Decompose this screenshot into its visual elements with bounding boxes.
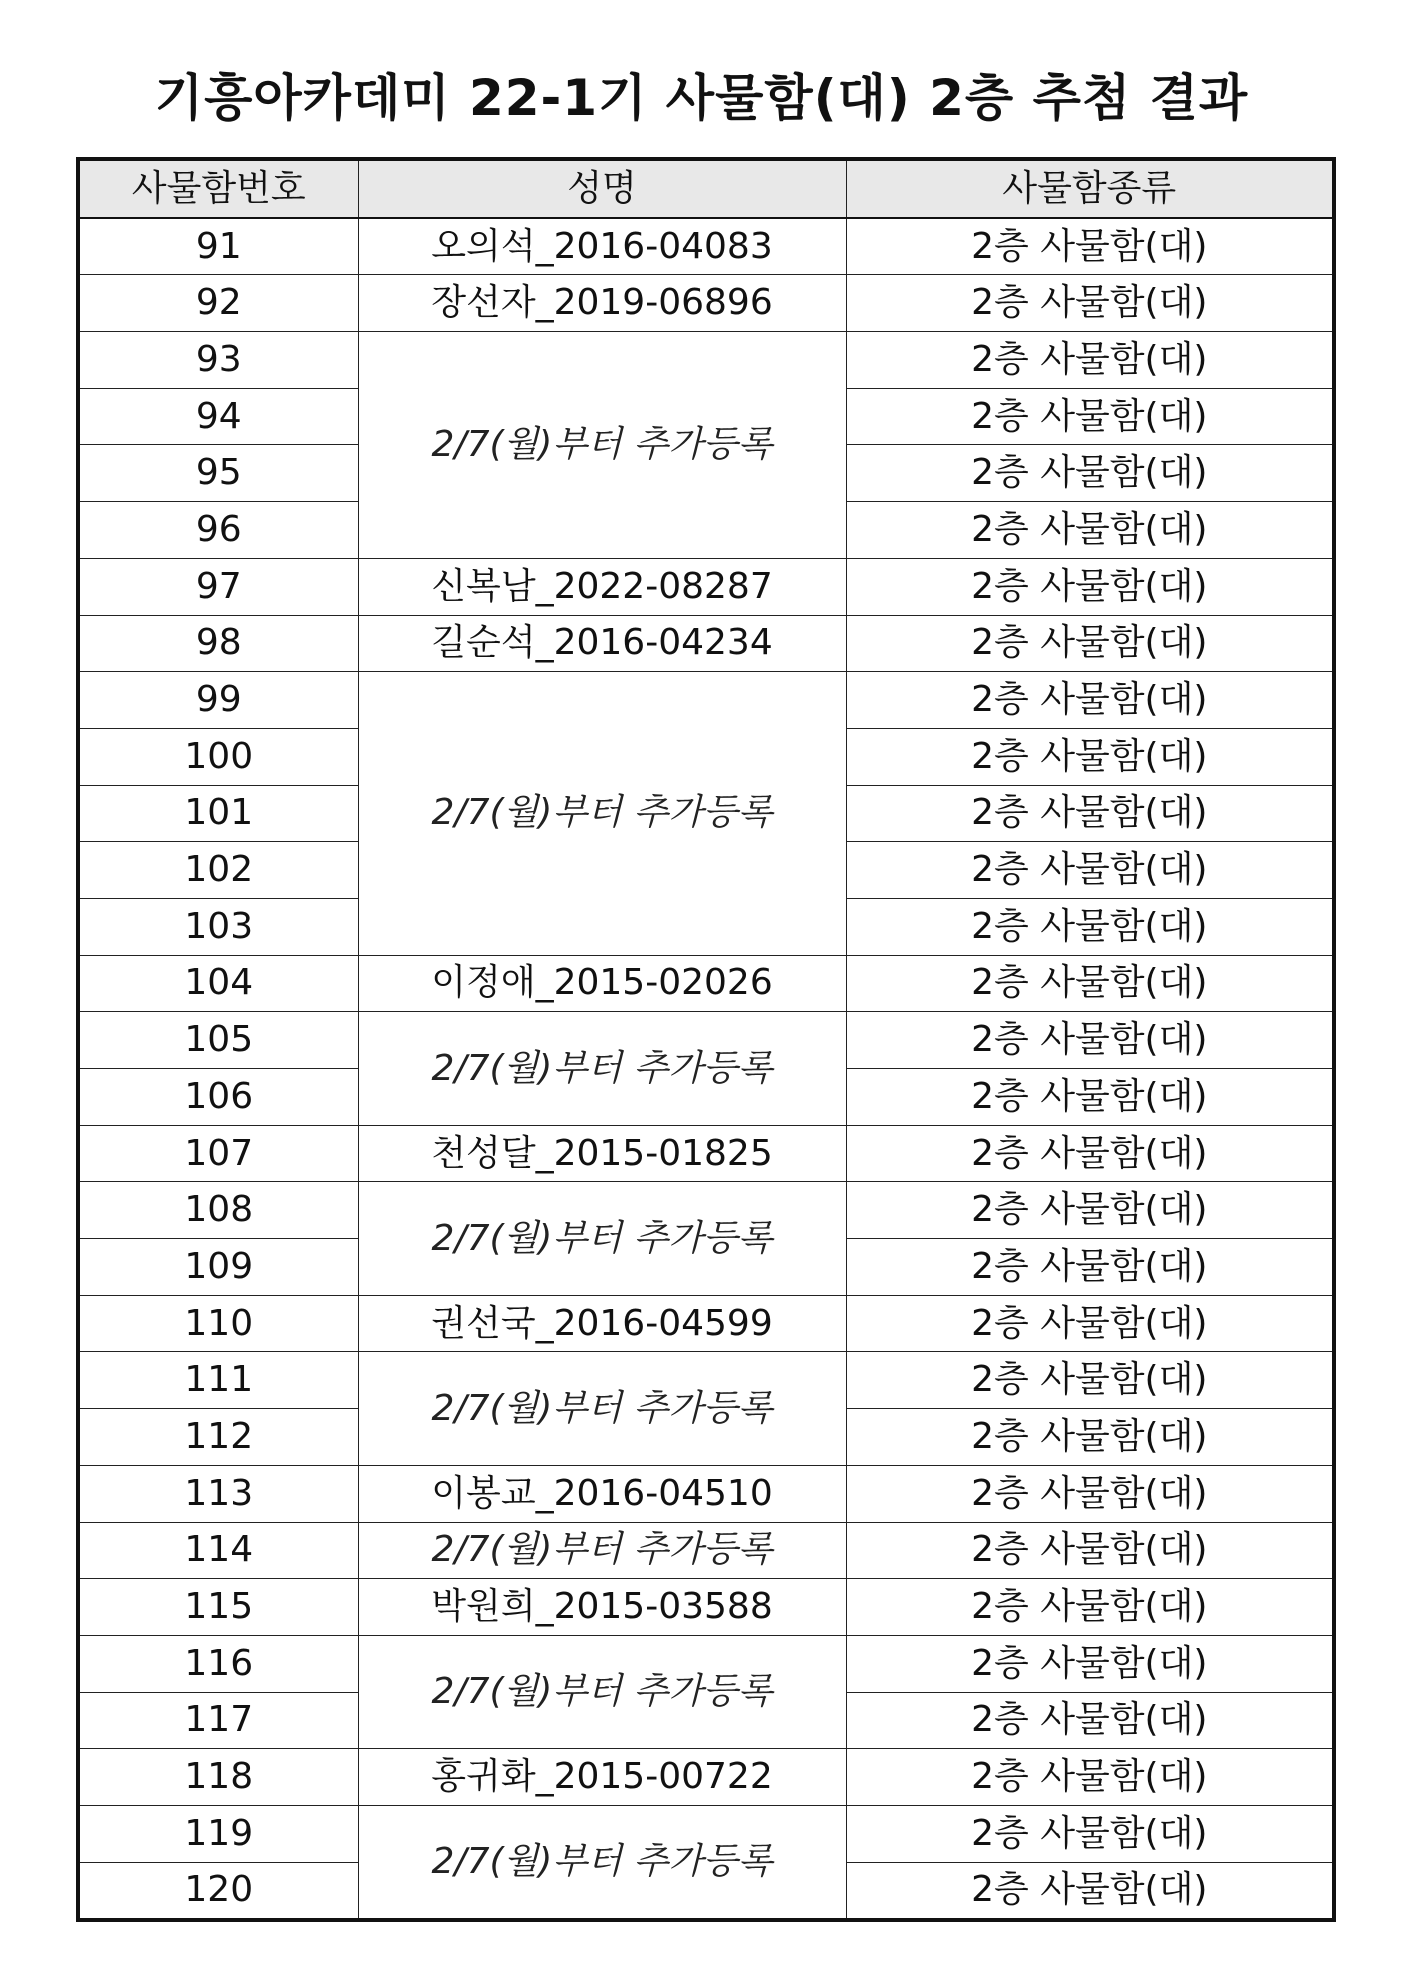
member-name-cell: 천성달_2015-01825	[358, 1125, 846, 1182]
locker-type-cell: 2층 사물함(대)	[846, 955, 1334, 1012]
locker-type-cell: 2층 사물함(대)	[846, 1069, 1334, 1126]
locker-number-cell: 110	[78, 1295, 358, 1352]
locker-type-cell: 2층 사물함(대)	[846, 502, 1334, 559]
locker-type-cell: 2층 사물함(대)	[846, 332, 1334, 389]
table-row	[78, 218, 1334, 275]
locker-type-cell: 2층 사물함(대)	[846, 1465, 1334, 1522]
locker-type-cell: 2층 사물함(대)	[846, 1749, 1334, 1806]
table-row	[78, 672, 1334, 729]
locker-number-cell: 96	[78, 502, 358, 559]
locker-number-cell: 93	[78, 332, 358, 389]
header-row	[78, 159, 1334, 218]
member-name-cell: 박원희_2015-03588	[358, 1579, 846, 1636]
table-row	[78, 1352, 1334, 1409]
member-name-cell: 권선국_2016-04599	[358, 1295, 846, 1352]
locker-number-cell: 91	[78, 218, 358, 275]
locker-number-cell: 102	[78, 842, 358, 899]
table-row	[78, 1012, 1334, 1069]
pending-registration-cell: 2/7(월)부터 추가등록	[358, 1635, 846, 1748]
locker-type-cell: 2층 사물함(대)	[846, 672, 1334, 729]
pending-registration-cell: 2/7(월)부터 추가등록	[358, 1805, 846, 1920]
locker-type-cell: 2층 사물함(대)	[846, 1352, 1334, 1409]
locker-number-cell: 94	[78, 388, 358, 445]
locker-type-cell: 2층 사물함(대)	[846, 1579, 1334, 1636]
header-name: 성명	[358, 159, 846, 218]
locker-number-cell: 113	[78, 1465, 358, 1522]
pending-registration-cell: 2/7(월)부터 추가등록	[358, 1522, 846, 1579]
pending-registration-cell: 2/7(월)부터 추가등록	[358, 1352, 846, 1465]
table-row	[78, 1635, 1334, 1692]
locker-type-cell: 2층 사물함(대)	[846, 445, 1334, 502]
table-row	[78, 1522, 1334, 1579]
member-name-cell: 길순석_2016-04234	[358, 615, 846, 672]
locker-number-cell: 106	[78, 1069, 358, 1126]
table-row	[78, 332, 1334, 389]
locker-type-cell: 2층 사물함(대)	[846, 1692, 1334, 1749]
locker-number-cell: 99	[78, 672, 358, 729]
locker-number-cell: 118	[78, 1749, 358, 1806]
locker-type-cell: 2층 사물함(대)	[846, 1805, 1334, 1862]
locker-number-cell: 101	[78, 785, 358, 842]
pending-registration-cell: 2/7(월)부터 추가등록	[358, 1012, 846, 1125]
pending-registration-cell: 2/7(월)부터 추가등록	[358, 672, 846, 955]
locker-type-cell: 2층 사물함(대)	[846, 898, 1334, 955]
table-row	[78, 275, 1334, 332]
locker-type-cell: 2층 사물함(대)	[846, 1125, 1334, 1182]
member-name-cell: 오의석_2016-04083	[358, 218, 846, 275]
locker-type-cell: 2층 사물함(대)	[846, 388, 1334, 445]
locker-type-cell: 2층 사물함(대)	[846, 1182, 1334, 1239]
locker-number-cell: 117	[78, 1692, 358, 1749]
table-row	[78, 1295, 1334, 1352]
table-body	[78, 218, 1334, 1921]
header-locker-number: 사물함번호	[78, 159, 358, 218]
locker-type-cell: 2층 사물함(대)	[846, 842, 1334, 899]
locker-number-cell: 116	[78, 1635, 358, 1692]
header-locker-type: 사물함종류	[846, 159, 1334, 218]
locker-number-cell: 112	[78, 1409, 358, 1466]
locker-type-cell: 2층 사물함(대)	[846, 218, 1334, 275]
locker-type-cell: 2층 사물함(대)	[846, 1635, 1334, 1692]
locker-type-cell: 2층 사물함(대)	[846, 785, 1334, 842]
locker-number-cell: 119	[78, 1805, 358, 1862]
locker-type-cell: 2층 사물함(대)	[846, 275, 1334, 332]
locker-number-cell: 109	[78, 1239, 358, 1296]
table-row	[78, 615, 1334, 672]
table-row	[78, 1749, 1334, 1806]
table-row	[78, 1182, 1334, 1239]
member-name-cell: 신복남_2022-08287	[358, 558, 846, 615]
table-row	[78, 1579, 1334, 1636]
pending-registration-cell: 2/7(월)부터 추가등록	[358, 1182, 846, 1295]
table-row	[78, 955, 1334, 1012]
locker-number-cell: 111	[78, 1352, 358, 1409]
locker-type-cell: 2층 사물함(대)	[846, 1522, 1334, 1579]
table-header	[78, 159, 1334, 218]
locker-type-cell: 2층 사물함(대)	[846, 558, 1334, 615]
locker-type-cell: 2층 사물함(대)	[846, 1409, 1334, 1466]
locker-type-cell: 2층 사물함(대)	[846, 1295, 1334, 1352]
locker-type-cell: 2층 사물함(대)	[846, 728, 1334, 785]
locker-number-cell: 108	[78, 1182, 358, 1239]
locker-number-cell: 92	[78, 275, 358, 332]
locker-number-cell: 97	[78, 558, 358, 615]
locker-number-cell: 98	[78, 615, 358, 672]
locker-number-cell: 107	[78, 1125, 358, 1182]
locker-type-cell: 2층 사물함(대)	[846, 615, 1334, 672]
member-name-cell: 장선자_2019-06896	[358, 275, 846, 332]
table-row	[78, 1805, 1334, 1862]
member-name-cell: 이정애_2015-02026	[358, 955, 846, 1012]
table-row	[78, 1125, 1334, 1182]
table-row	[78, 558, 1334, 615]
locker-number-cell: 95	[78, 445, 358, 502]
locker-type-cell: 2층 사물함(대)	[846, 1012, 1334, 1069]
document-title: 기흥아카데미 22-1기 사물함(대) 2층 추첨 결과	[154, 69, 1249, 127]
locker-type-cell: 2층 사물함(대)	[846, 1239, 1334, 1296]
locker-number-cell: 104	[78, 955, 358, 1012]
locker-type-cell: 2층 사물함(대)	[846, 1862, 1334, 1920]
locker-number-cell: 105	[78, 1012, 358, 1069]
locker-result-table	[76, 157, 1336, 1922]
locker-number-cell: 100	[78, 728, 358, 785]
member-name-cell: 홍귀화_2015-00722	[358, 1749, 846, 1806]
table-row	[78, 1465, 1334, 1522]
locker-number-cell: 114	[78, 1522, 358, 1579]
pending-registration-cell: 2/7(월)부터 추가등록	[358, 332, 846, 559]
locker-number-cell: 115	[78, 1579, 358, 1636]
locker-number-cell: 120	[78, 1862, 358, 1920]
locker-number-cell: 103	[78, 898, 358, 955]
member-name-cell: 이봉교_2016-04510	[358, 1465, 846, 1522]
